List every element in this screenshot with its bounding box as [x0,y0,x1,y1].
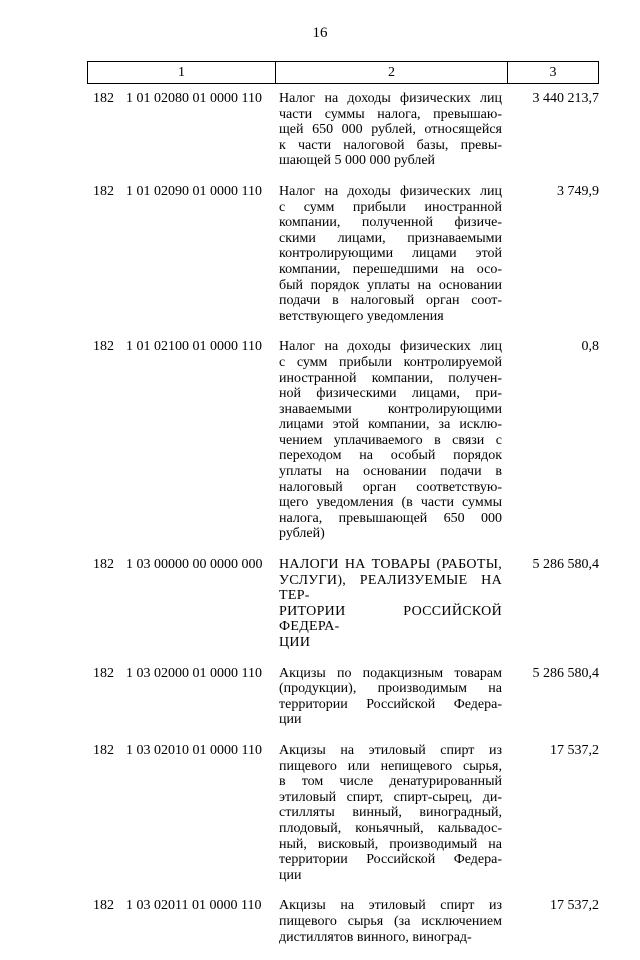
revenue-name-line: (продукции), производимым на [279,681,502,697]
budget-classification-code: 1 03 02010 01 0000 110 [126,742,262,758]
admin-code: 182 [93,665,114,681]
revenue-name-line: УСЛУГИ), РЕАЛИЗУЕМЫЕ НА ТЕР- [279,572,502,604]
revenue-name-line: дистиллятов винного, виноград- [279,929,472,945]
amount: 17 537,2 [550,742,599,758]
table-row [0,557,640,651]
revenue-name-line: скими лицами, признаваемыми [279,230,502,246]
revenue-name [279,339,502,542]
revenue-name-line: этиловый спирт, спирт-сырец, ди- [279,789,502,805]
revenue-name-line: ЦИИ [279,635,311,650]
revenue-name-line: щей 650 000 рублей, относящейся [279,122,502,138]
header-col-1: 1 [88,62,276,83]
amount: 3 440 213,7 [532,91,599,106]
table-row [0,184,640,324]
budget-classification-code: 1 01 02090 01 0000 110 [126,183,262,199]
revenue-name-line: ции [279,712,302,728]
revenue-name-line: иностранной компании, получен- [279,370,502,386]
budget-classification-code: 1 03 00000 00 0000 000 [126,557,263,573]
budget-classification-code: 1 01 02080 01 0000 110 [126,91,262,106]
table-row [0,743,640,883]
amount: 17 537,2 [550,898,599,914]
revenue-name-line: с сумм прибыли контролируемой [279,354,502,370]
revenue-name-line: компании, полученной физиче- [279,215,502,231]
revenue-name-line: знаваемыми контролирующими [279,401,502,417]
budget-classification-code: 1 03 02011 01 0000 110 [126,898,262,914]
revenue-name-line: лицами этой компании, за исклю- [279,417,502,433]
table-row [0,898,640,945]
revenue-name-line: ветствующего уведомления [279,308,444,324]
revenue-name-line: Акцизы по подакцизным товарам [279,665,502,681]
revenue-name-line: чением уплачиваемого в связи с [279,432,502,448]
revenue-name-line: Налог на доходы физических лиц [279,183,502,199]
revenue-name-line: плодовый, коньячный, кальвадос- [279,820,502,836]
revenue-name-line: переходом на особый порядок [279,448,502,464]
revenue-name-line: уплаты на основании подачи в [279,464,502,480]
revenue-name [279,557,502,651]
admin-code: 182 [93,898,114,914]
revenue-name-line: Налог на доходы физических лиц [279,339,502,355]
revenue-name-line: Акцизы на этиловый спирт из [279,898,502,914]
revenue-name-line: НАЛОГИ НА ТОВАРЫ (РАБОТЫ, [279,557,502,573]
table-row [0,91,640,169]
revenue-name-line: контролирующими лицами этой [279,246,502,262]
budget-classification-code: 1 03 02000 01 0000 110 [126,665,262,681]
revenue-name-line: к части налоговой базы, превы- [279,137,502,153]
header-col-2: 2 [276,62,508,83]
revenue-name-line: пищевого сырья (за исключением [279,913,502,929]
revenue-name [279,898,502,945]
admin-code: 182 [93,339,114,355]
admin-code: 182 [93,742,114,758]
revenue-name-line: части суммы налога, превышаю- [279,106,502,122]
revenue-name-line: шающей 5 000 000 рублей [279,153,436,169]
amount: 5 286 580,4 [532,665,599,681]
page-number: 16 [312,25,328,41]
revenue-name-line: ции [279,867,302,883]
table-body [0,91,640,960]
revenue-name-line: Акцизы на этиловый спирт из [279,742,502,758]
revenue-name-line: РИТОРИИ РОССИЙСКОЙ ФЕДЕРА- [279,603,502,635]
admin-code: 182 [93,91,114,106]
revenue-name [279,666,502,728]
revenue-name-line: бый порядок уплаты на основании [279,277,502,293]
revenue-name-line: в том числе денатурированный [279,774,502,790]
revenue-name-line: территории Российской Федера- [279,852,502,868]
revenue-name-line: ный, висковый, производимый на [279,836,502,852]
admin-code: 182 [93,557,114,573]
revenue-name-line: стилляты винный, виноградный, [279,805,502,821]
revenue-name [279,743,502,883]
revenue-name [279,184,502,324]
revenue-name [279,91,502,169]
revenue-name-line: ной физическими лицами, при- [279,386,502,402]
revenue-name-line: с сумм прибыли иностранной [279,199,502,215]
table-header [87,61,599,84]
revenue-name-line: щего уведомления (в части суммы [279,495,502,511]
amount: 5 286 580,4 [532,557,599,573]
revenue-name-line: рублей) [279,526,325,542]
revenue-name-line: Налог на доходы физических лиц [279,91,502,106]
header-col-3: 3 [549,64,557,80]
amount: 0,8 [581,339,599,355]
table-row [0,666,640,728]
amount: 3 749,9 [557,183,599,199]
table-row [0,339,640,542]
budget-classification-code: 1 01 02100 01 0000 110 [126,339,262,355]
revenue-name-line: пищевого или непищевого сырья, [279,758,502,774]
revenue-name-line: налоговый орган соответствую- [279,479,502,495]
revenue-name-line: компании, перешедшими на осо- [279,261,502,277]
revenue-name-line: подачи в налоговый орган соот- [279,293,502,309]
revenue-name-line: территории Российской Федера- [279,696,502,712]
admin-code: 182 [93,183,114,199]
revenue-name-line: налога, превышающей 650 000 [279,510,502,526]
